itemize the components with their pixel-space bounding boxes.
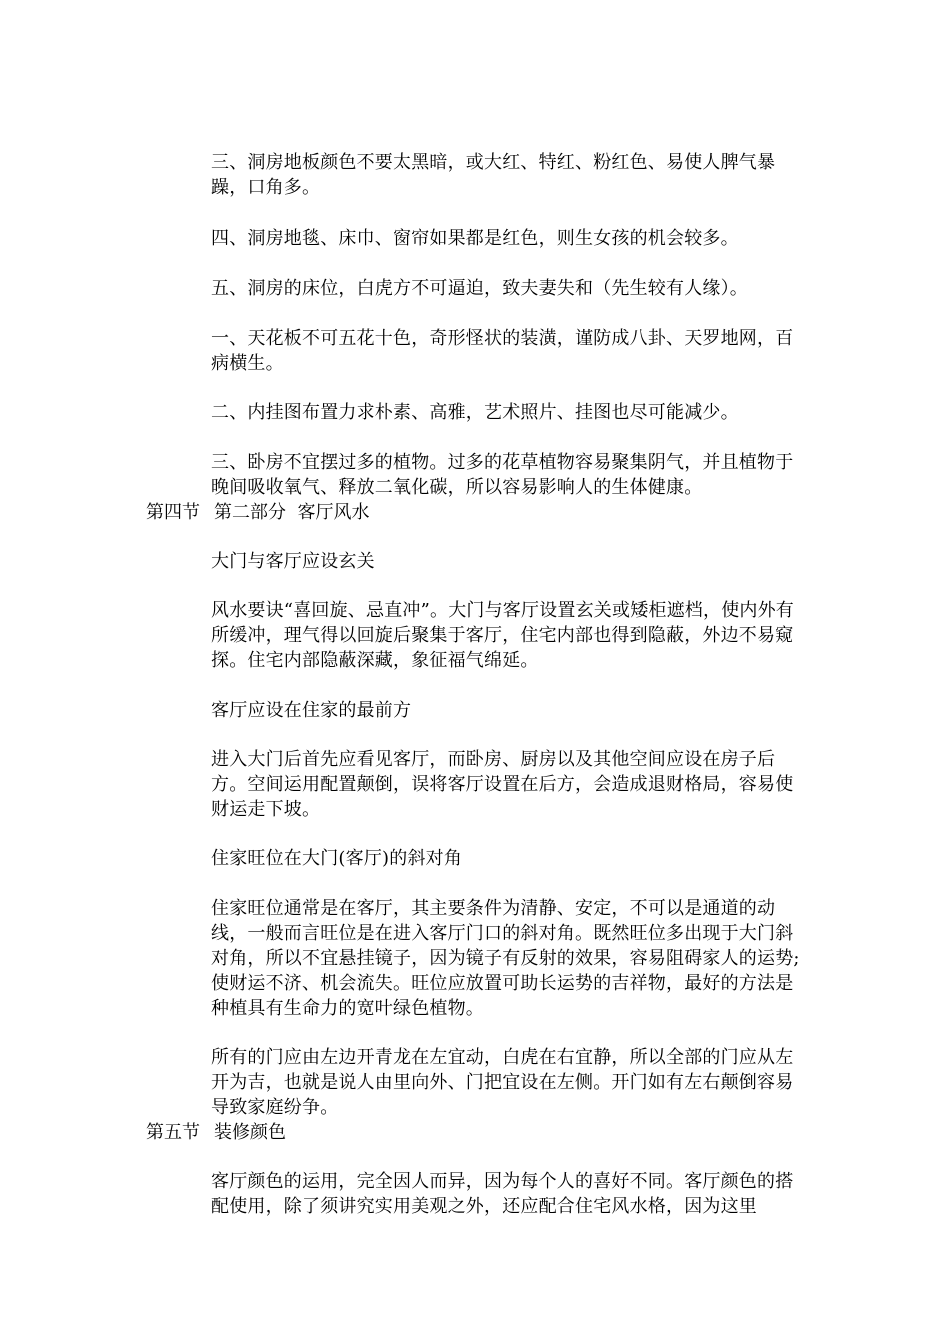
section-5-title: 装修颜色 — [214, 1122, 286, 1143]
section-4-title: 第二部分 客厅风水 — [214, 502, 370, 523]
paragraph-living-room-colors: 客厅颜色的运用，完全因人而异，因为每个人的喜好不同。客厅颜色的搭配使用，除了须讲究实用美观之外，还应配合住宅风水格，因为这里 — [211, 1171, 794, 1217]
paragraph-bedroom-plants: 三、卧房不宜摆过多的植物。过多的花草植物容易聚集阴气，并且植物于晚间吸收氧气、释放二氧化碳，所以容易影响人的生体健康。 — [211, 452, 794, 498]
section-heading-4 — [146, 500, 369, 525]
section-5-label: 第五节 — [146, 1122, 200, 1143]
subheading-living-room-front: 客厅应设在住家的最前方 — [211, 700, 412, 721]
section-4-label: 第四节 — [146, 502, 200, 523]
paragraph-door-opening: 所有的门应由左边开青龙在左宜动，白虎在右宜静，所以全部的门应从左开为吉，也就是说人由里向外、门把宜设在左侧。开门如有左右颠倒容易导致家庭纷争。 — [211, 1047, 794, 1118]
subheading-wealth-position: 住家旺位在大门(客厅)的斜对角 — [211, 848, 463, 869]
paragraph-ceiling: 一、天花板不可五花十色，奇形怪状的装潢，谨防成八卦、天罗地网，百病横生。 — [211, 328, 794, 374]
section-heading-5 — [146, 1120, 286, 1145]
subheading-entry-foyer: 大门与客厅应设玄关 — [211, 551, 375, 572]
paragraph-living-room-front: 进入大门后首先应看见客厅，而卧房、厨房以及其他空间应设在房子后方。空间运用配置颠倒，误将客厅设置在后方，会造成退财格局，容易使财运走下坡。 — [211, 749, 794, 820]
paragraph-bridal-red-textiles: 四、洞房地毯、床巾、窗帘如果都是红色，则生女孩的机会较多。 — [211, 228, 739, 249]
paragraph-bridal-floor-color: 三、洞房地板颜色不要太黑暗，或大红、特红、粉红色、易使人脾气暴躁，口角多。 — [211, 152, 776, 198]
paragraph-foyer-fengshui: 风水要诀“喜回旋、忌直冲”。大门与客厅设置玄关或矮柜遮档，使内外有所缓冲，理气得以回旋后聚集于客厅，住宅内部也得到隐蔽，外边不易窥探。住宅内部隐蔽深藏，象征福气绵延。 — [211, 600, 795, 671]
paragraph-wealth-position: 住家旺位通常是在客厅，其主要条件为清静、安定，不可以是通道的动线，一般而言旺位是在进入客厅门口的斜对角。既然旺位多出现于大门斜对角，所以不宜悬挂镜子，因为镜子有反射的效果，容易阻碍家人的运势;使财运不济、机会流失。旺位应放置可助长运势的吉祥物，最好的方法是种植具有生命力的宽叶绿色植物。 — [211, 898, 800, 1019]
paragraph-bridal-bed-position: 五、洞房的床位，白虎方不可逼迫，致夫妻失和（先生较有人缘）。 — [211, 278, 748, 299]
paragraph-wall-hangings: 二、内挂图布置力求朴素、高雅，艺术照片、挂图也尽可能减少。 — [211, 402, 739, 423]
